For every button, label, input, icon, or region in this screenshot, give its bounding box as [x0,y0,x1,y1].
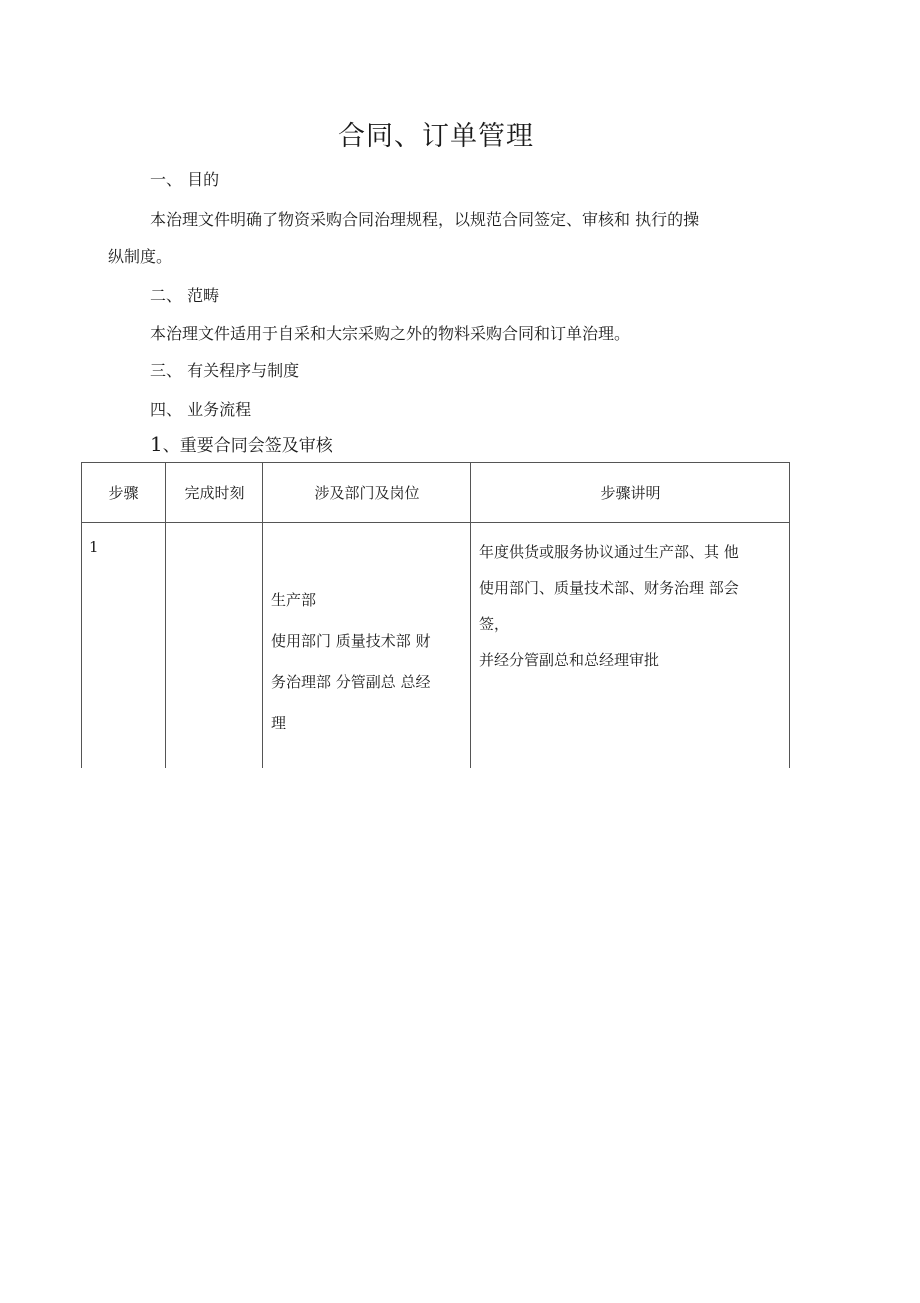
section-title: 范畴 [187,286,220,305]
purpose-paragraph-line2: 纵制度。 [108,247,173,266]
section-number: 一、 [150,170,183,189]
section-number: 四、 [150,400,183,419]
table-header-time: 完成时刻 [184,483,245,502]
process-table [81,462,790,768]
subsection-title: 、重要合同会签及审核 [162,436,333,456]
department-line: 务治理部 分管副总 总经 [271,673,431,691]
department-line: 生产部 [271,591,317,609]
section-heading-process [150,397,251,420]
table-cell-step: 1 [89,538,99,556]
description-line: 年度供货或服务协议通过生产部、其 他 [479,543,739,561]
department-line: 理 [271,714,287,732]
table-header-divider [81,522,790,523]
table-cell-departments [271,580,471,744]
section-heading-procedures [150,358,299,381]
subsection-heading [150,431,333,456]
subsection-number: 1 [150,432,163,456]
page-title: 合同、订单管理 [338,121,534,152]
section-title: 目的 [187,170,220,189]
section-title: 有关程序与制度 [187,361,300,380]
section-heading-purpose [150,167,219,190]
scope-paragraph: 本治理文件适用于自采和大宗采购之外的物料采购合同和订单治理。 [150,324,631,343]
table-cell-description [479,534,789,678]
description-line: 并经分管副总和总经理审批 [479,651,660,669]
table-header-departments: 涉及部门及岗位 [314,483,420,502]
department-line: 使用部门 质量技术部 财 [271,632,431,650]
section-number: 三、 [150,361,183,380]
section-heading-scope [150,283,219,306]
table-header-description: 步骤讲明 [600,483,661,502]
description-line: 使用部门、质量技术部、财务治理 部会 [479,579,739,597]
section-number: 二、 [150,286,183,305]
section-title: 业务流程 [187,400,252,419]
description-line: 签， [479,615,510,633]
table-header-step: 步骤 [108,483,139,502]
purpose-paragraph-line1: 本治理文件明确了物资采购合同治理规程，以规范合同签定、审核和 执行的操 [150,210,700,229]
